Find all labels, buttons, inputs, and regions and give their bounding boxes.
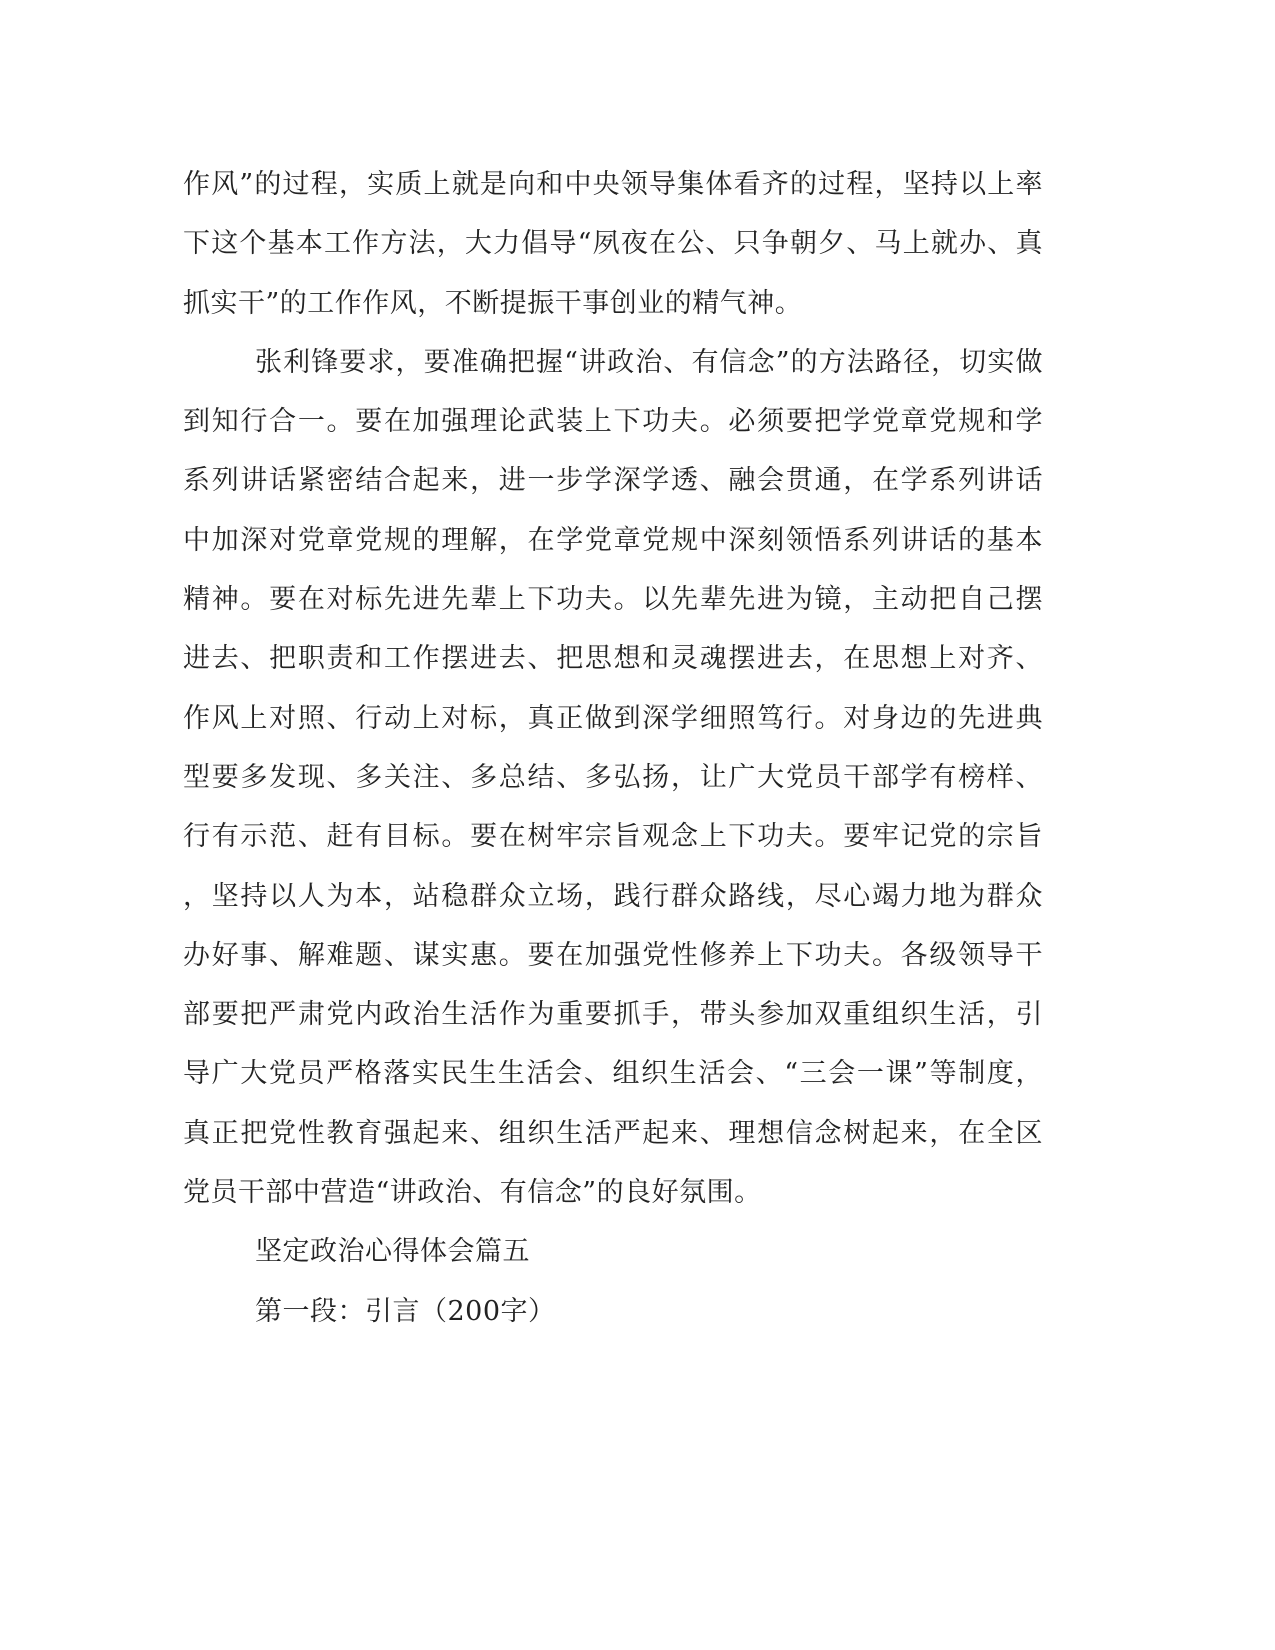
paragraph-2 <box>183 333 1043 1222</box>
text-line: 作风”的过程，实质上就是向和中央领导集体看齐的过程，坚持以上率 <box>183 169 1043 200</box>
text-line: 进去、把职责和工作摆进去、把思想和灵魂摆进去，在思想上对齐、 <box>183 643 1043 675</box>
text-line: 精神。要在对标先进先辈上下功夫。以先辈先进为镜，主动把自己摆 <box>183 584 1043 616</box>
text-line: 张利锋要求，要准确把握“讲政治、有信念”的方法路径，切实做 <box>255 346 1043 378</box>
text-line: 办好事、解难题、谋实惠。要在加强党性修养上下功夫。各级领导干 <box>183 939 1043 971</box>
text-line: 真正把党性教育强起来、组织生活严起来、理想信念树起来，在全区 <box>183 1117 1043 1149</box>
text-line: 下这个基本工作方法，大力倡导“夙夜在公、只争朝夕、马上就办、真 <box>183 228 1043 260</box>
text-line: 部要把严肃党内政治生活作为重要抓手，带头参加双重组织生活，引 <box>183 999 1043 1031</box>
section-title: 坚定政治心得体会篇五 <box>255 1236 530 1268</box>
text-line: 党员干部中营造“讲政治、有信念”的良好氛围。 <box>183 1177 762 1209</box>
text-line: 作风上对照、行动上对标，真正做到深学细照笃行。对身边的先进典 <box>183 702 1043 734</box>
text-line: 抓实干”的工作作风，不断提振干事创业的精气神。 <box>183 287 803 319</box>
text-line: 到知行合一。要在加强理论武装上下功夫。必须要把学党章党规和学 <box>183 406 1043 438</box>
document-body <box>183 155 1043 1341</box>
text-line: 中加深对党章党规的理解，在学党章党规中深刻领悟系列讲话的基本 <box>183 524 1043 556</box>
text-line: 导广大党员严格落实民生生活会、组织生活会、“三会一课”等制度， <box>183 1058 1043 1090</box>
subsection-title: 第一段：引言（200字） <box>255 1295 556 1327</box>
text-line: 系列讲话紧密结合起来，进一步学深学透、融会贯通，在学系列讲话 <box>183 465 1043 497</box>
text-line: 行有示范、赶有目标。要在树牢宗旨观念上下功夫。要牢记党的宗旨 <box>183 821 1043 853</box>
text-line: 型要多发现、多关注、多总结、多弘扬，让广大党员干部学有榜样、 <box>183 761 1043 793</box>
paragraph-1 <box>183 155 1043 333</box>
text-line: ，坚持以人为本，站稳群众立场，践行群众路线，尽心竭力地为群众 <box>183 880 1043 912</box>
